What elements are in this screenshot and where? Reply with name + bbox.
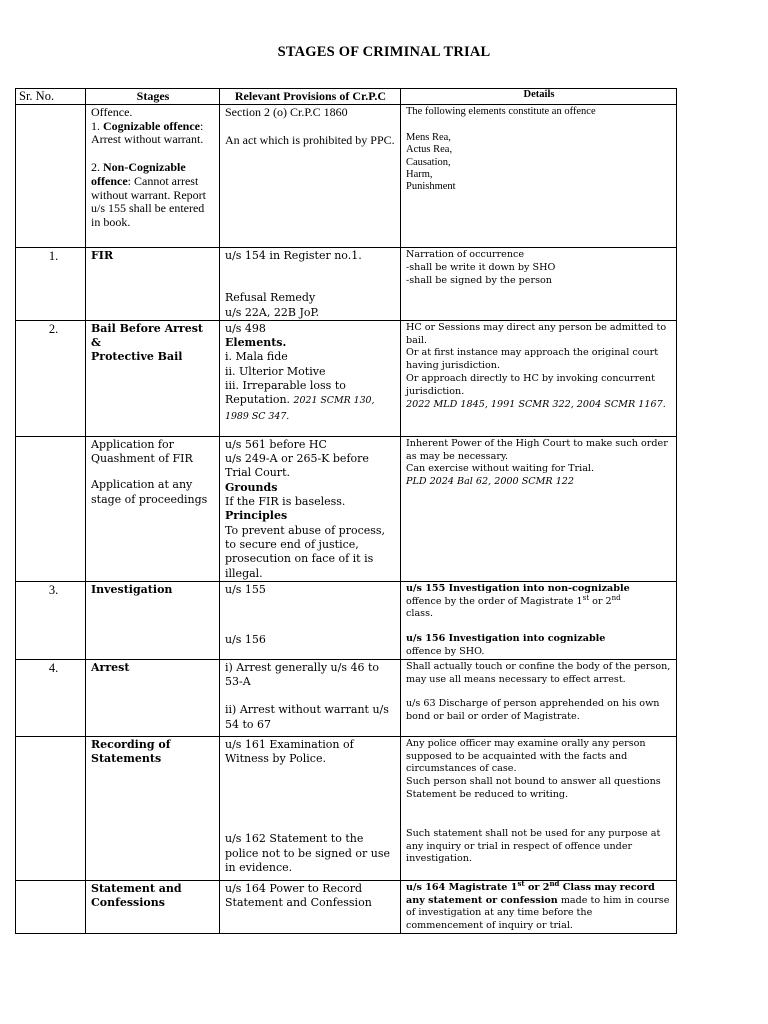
header-details: Details [401, 89, 677, 105]
case-citation: 2022 MLD 1845, 1991 SCMR 322, 2004 SCMR 1167. [406, 398, 666, 410]
row-provisions: u/s 161 Examination of Witness by Police. u/s 162 Statement to the police not to be signed or use in evidence. [220, 736, 401, 880]
row-details: Shall actually touch or confine the body of the person, may use all means necessary to effect arrest. u/s 63 Discharge of person apprehended on his own bond or bail or order of Magistrate. [401, 659, 677, 736]
row-provisions: u/s 164 Power to Record Statement and Confession [220, 880, 401, 933]
row-details: Any police officer may examine orally any person supposed to be acquainted with the facts and circumstances of case. Such person shall not bound to answer all questions Statement be reduced to writing. Such statement shall not be used for any purpose at any inquiry or trial in respect of offence under investigation. [401, 736, 677, 880]
row-stage: Application for Quashment of FIR Application at any stage of proceedings [86, 436, 220, 581]
table-row [16, 736, 677, 880]
row-details: HC or Sessions may direct any person be admitted to bail. Or at first instance may approach the original court having jurisdiction. Or approach directly to HC by invoking concurrent jurisdiction. 2022 MLD 1845, 1991 SCMR 322, 2004 SCMR 1167. [401, 320, 677, 436]
row-provisions: u/s 498 Elements. i. Mala fide ii. Ulterior Motive iii. Irreparable loss to Reputation. 2021 SCMR 130, 1989 SC 347. [220, 320, 401, 436]
row-stage: Investigation [86, 581, 220, 659]
row-provisions: Section 2 (o) Cr.P.C 1860 An act which is prohibited by PPC. [220, 105, 401, 248]
stages-table [15, 88, 677, 934]
table-row [16, 105, 677, 248]
table-row [16, 581, 677, 659]
row-stage: FIR [86, 248, 220, 321]
row-details: u/s 164 Magistrate 1st or 2nd Class may record any statement or confession made to him in course of investigation at any time before the commencement of inquiry or trial. [401, 880, 677, 933]
row-stage: Arrest [86, 659, 220, 736]
row-sr-no [16, 436, 86, 581]
header-stages: Stages [86, 89, 220, 105]
table-row [16, 880, 677, 933]
row-stage: Bail Before Arrest & Protective Bail [86, 320, 220, 436]
table-header-row [16, 89, 677, 105]
case-citation: PLD 2024 Bal 62, 2000 SCMR 122 [406, 476, 575, 488]
element-item: Actus Rea, [406, 144, 453, 156]
row-provisions: u/s 155 u/s 156 [220, 581, 401, 659]
table-row [16, 320, 677, 436]
row-sr-no: 1. [16, 248, 86, 321]
row-stage: Recording of Statements [86, 736, 220, 880]
element-item: Harm, [406, 168, 433, 180]
row-sr-no: 4. [16, 659, 86, 736]
row-stage: Statement and Confessions [86, 880, 220, 933]
row-provisions: u/s 154 in Register no.1. Refusal Remedy u/s 22A, 22B JoP. [220, 248, 401, 321]
row-provisions: i) Arrest generally u/s 46 to 53-A ii) Arrest without warrant u/s 54 to 67 [220, 659, 401, 736]
row-details: The following elements constitute an offence Mens Rea, Actus Rea, Causation, Harm, Punishment [401, 105, 677, 248]
header-provisions: Relevant Provisions of Cr.P.C [220, 89, 401, 105]
page-title: STAGES OF CRIMINAL TRIAL [277, 44, 491, 60]
element-item: Causation, [406, 156, 451, 168]
table-row [16, 659, 677, 736]
row-sr-no: 3. [16, 581, 86, 659]
row-details: Narration of occurrence -shall be write it down by SHO -shall be signed by the person [401, 248, 677, 321]
table-row [16, 436, 677, 581]
row-details: u/s 155 Investigation into non-cognizable offence by the order of Magistrate 1st or 2nd class. u/s 156 Investigation into cognizable offence by SHO. [401, 581, 677, 659]
row-sr-no [16, 880, 86, 933]
row-stage: Offence. 1. Cognizable offence: Arrest without warrant. 2. Non-Cognizable offence: Cannot arrest without warrant. Report u/s 155 shall be entered in book. [86, 105, 220, 248]
table-row [16, 248, 677, 321]
element-item: Mens Rea, [406, 132, 451, 144]
header-sr-no: Sr. No. [16, 89, 86, 105]
row-provisions: u/s 561 before HC u/s 249-A or 265-K before Trial Court. Grounds If the FIR is baseless. Principles To prevent abuse of process, to secure end of justice, prosecution on face of it is illegal. [220, 436, 401, 581]
row-sr-no [16, 105, 86, 248]
element-item: Punishment [406, 181, 456, 193]
case-citation: 2021 SCMR 130, 1989 SC 347. [225, 395, 375, 422]
row-details: Inherent Power of the High Court to make such order as may be necessary. Can exercise without waiting for Trial. PLD 2024 Bal 62, 2000 SCMR 122 [401, 436, 677, 581]
row-sr-no [16, 736, 86, 880]
row-sr-no: 2. [16, 320, 86, 436]
